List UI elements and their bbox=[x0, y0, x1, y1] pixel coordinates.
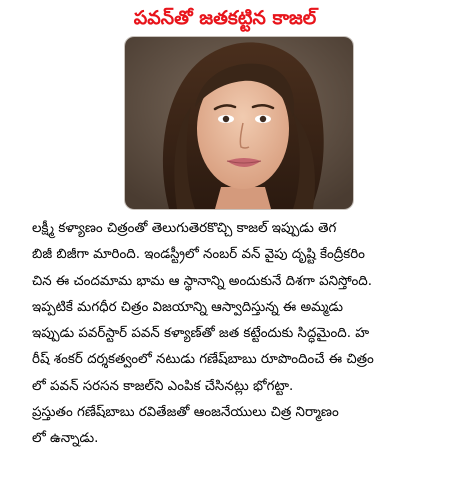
article-paragraph-1 bbox=[32, 216, 444, 295]
article-line: ప్రస్తుతం గణేష్‌బాబు రవితేజతో ఆంజనేయులు చిత్ర నిర్మాణం bbox=[32, 405, 339, 421]
article-paragraph-2 bbox=[32, 295, 444, 400]
article-body bbox=[32, 216, 444, 453]
article-line: ఇప్పటికే మగధీర చిత్రం విజయాన్ని ఆస్వాదిస్తున్న ఈ అమ్మడు bbox=[32, 299, 344, 315]
article-line: లక్ష్మీ కళ్యాణం చిత్రంతో తెలుగుతెరకొచ్చి కాజల్ ఇప్పుడు తెగ bbox=[32, 221, 337, 236]
article-photo bbox=[124, 36, 354, 210]
article-line: లో ఉన్నాడు. bbox=[32, 431, 99, 447]
article-paragraph-3 bbox=[32, 400, 444, 453]
article-line: చిన ఈ చందమామ భామ ఆ స్థానాన్ని అందుకునే దిశగా పనిస్తోంది. bbox=[32, 273, 372, 289]
portrait-image bbox=[125, 37, 353, 209]
article-headline: పవన్‌తో జతకట్టిన కాజల్ bbox=[133, 7, 317, 29]
article-line: ఇప్పుడు పవర్‌స్టార్ పవన్ కళ్యాణ్‌తో జత కట్టేందుకు సిద్ధమైంది. హ bbox=[32, 326, 370, 342]
article-line: రీష్ శంకర్ దర్శకత్వంలో నటుడు గణేష్‌బాబు రూపొందించే ఈ చిత్రం bbox=[32, 352, 374, 368]
article-line: బిజీ బిజీగా మారింది. ఇండస్ట్రీలో నంబర్ వన్ వైపు దృష్టి కేంద్రీకరిం bbox=[32, 247, 365, 263]
article-line: లో పవన్ సరసన కాజల్‌ని ఎంపిక చేసినట్లు భోగట్టా. bbox=[32, 378, 294, 394]
